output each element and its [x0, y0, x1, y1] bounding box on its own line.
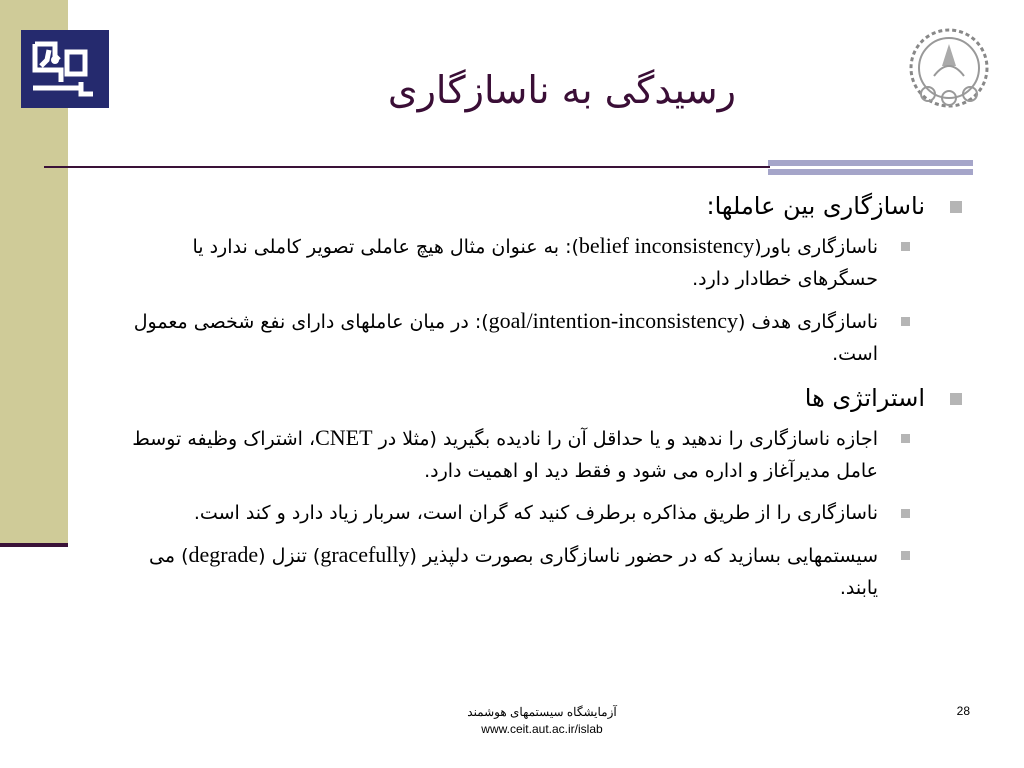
bullet-level2 — [110, 305, 962, 370]
title-accent-bar — [768, 160, 973, 166]
bullet-text: سیستمهایی بسازید که در حضور ناسازگاری بصورت دلپذیر ( — [409, 545, 878, 567]
title-rule — [44, 166, 770, 168]
footer-url[interactable]: www.ceit.aut.ac.ir/islab — [481, 722, 603, 736]
square-bullet-icon — [950, 393, 962, 405]
english-term: goal/intention-inconsistency — [488, 308, 738, 333]
bullet-text: ناسازگاری را از طریق مذاکره برطرف کنید که گران است، سربار زیاد دارد و کند است. — [193, 502, 878, 524]
bullet-text: ناسازگاری باور( — [754, 236, 878, 258]
bullet-heading: استراتژی ها — [804, 384, 925, 412]
bullet-level1 — [110, 380, 962, 416]
bullet-text: اجازه ناسازگاری را ندهید و یا حداقل آن را نادیده بگیرید (مثلا در — [372, 428, 878, 450]
lab-logo — [21, 30, 109, 108]
title-accent-bar-lower — [768, 169, 973, 175]
page-number: 28 — [956, 704, 970, 718]
english-term: belief inconsistency — [578, 233, 755, 258]
bullet-text: ) تنزل ( — [258, 545, 321, 567]
bullet-level2 — [110, 539, 962, 604]
bullet-text: ): به عنوان مثال هیچ عاملی تصویر کاملی ندارد یا حسگرهای خطادار دارد. — [192, 236, 878, 290]
square-bullet-icon — [901, 317, 910, 326]
square-bullet-icon — [901, 242, 910, 251]
square-bullet-icon — [901, 509, 910, 518]
english-term: gracefully — [320, 542, 410, 567]
bullet-level2 — [110, 230, 962, 295]
bullet-level2 — [110, 497, 962, 529]
bullet-heading: ناسازگاری بین عاملها: — [706, 192, 925, 220]
bullet-level1 — [110, 188, 962, 224]
slide-content — [110, 188, 962, 614]
square-bullet-icon — [901, 551, 910, 560]
footer — [430, 704, 654, 738]
university-emblem — [904, 26, 994, 116]
square-bullet-icon — [950, 201, 962, 213]
bullet-text: ، اشتراک وظیفه توسط عامل مدیرآغاز و اداره می شود و فقط دید او اهمیت دارد. — [132, 428, 878, 482]
english-term: degrade — [188, 542, 259, 567]
bullet-text: ): در میان عاملهای دارای نفع شخصی معمول است. — [133, 311, 878, 365]
bullet-level2 — [110, 422, 962, 487]
footer-lab-name: آزمایشگاه سیستمهای هوشمند — [467, 705, 617, 719]
left-decorative-rule — [0, 543, 68, 547]
slide-title: رسیدگی به ناسازگاری — [387, 68, 736, 112]
bullet-text: ناسازگاری هدف ( — [737, 311, 878, 333]
square-bullet-icon — [901, 434, 910, 443]
english-term: CNET — [315, 425, 373, 450]
bullet-text: ) می یابند. — [149, 545, 878, 599]
